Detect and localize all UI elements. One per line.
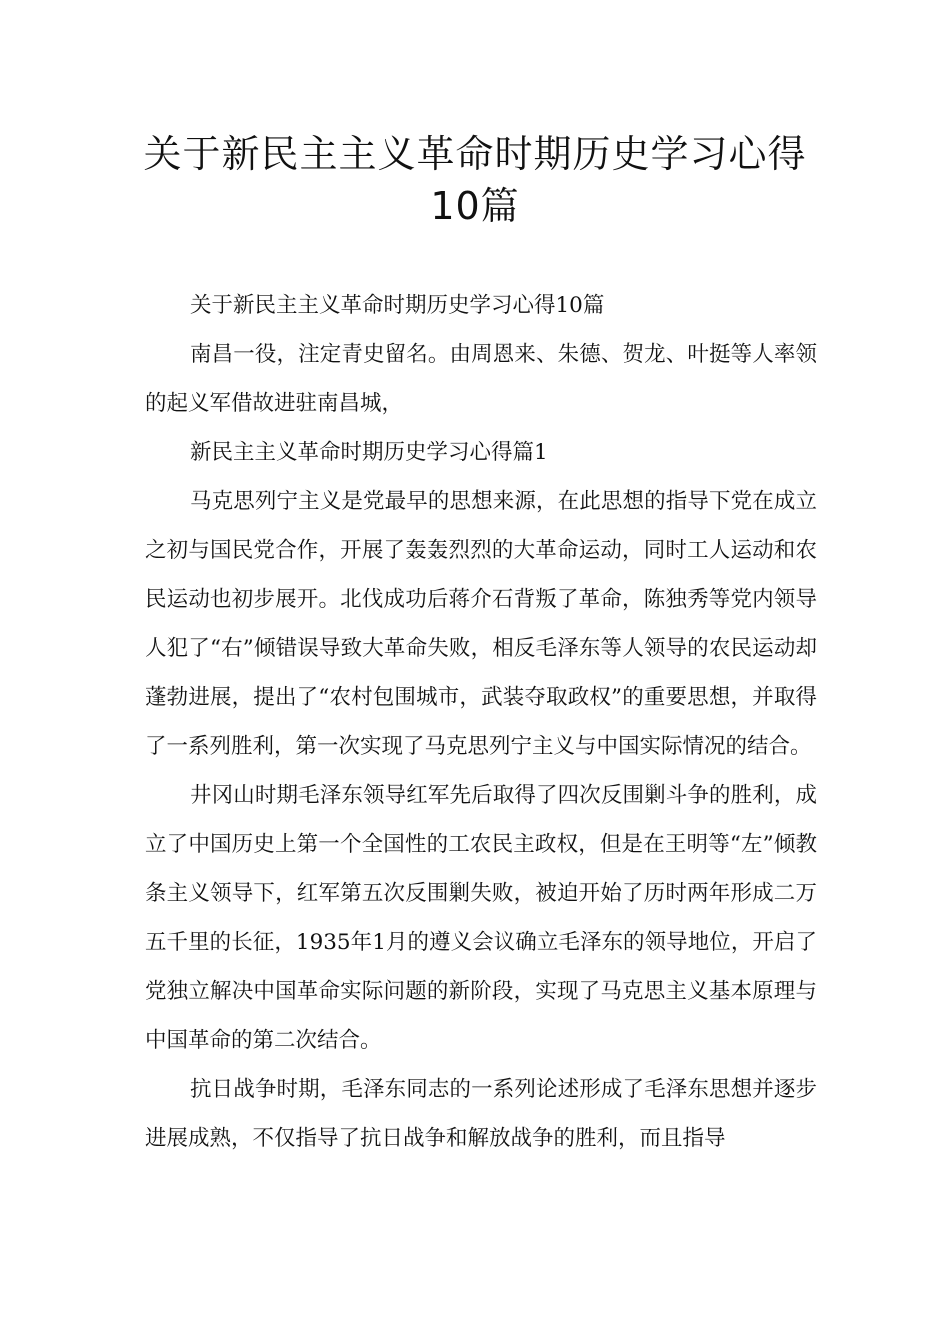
document-title-line-1: 关于新民主主义革命时期历史学习心得 — [143, 132, 807, 176]
paragraph-body: 井冈山时期毛泽东领导红军先后取得了四次反围剿斗争的胜利，成立了中国历史上第一个全国性的工农民主政权，但是在王明等“左”倾教条主义领导下，红军第五次反围剿失败，被迫开始了历时两年形成二万五千里的长征，1935年1月的遵义会议确立毛泽东的领导地位，开启了党独立解决中国革命实际问题的新阶段，实现了马克思主义基本原理与中国革命的第二次结合。 — [145, 783, 817, 1053]
document-body — [145, 281, 817, 1163]
paragraph-body: 马克思列宁主义是党最早的思想来源，在此思想的指导下党在成立之初与国民党合作，开展了轰轰烈烈的大革命运动，同时工人运动和农民运动也初步展开。北伐成功后蒋介石背叛了革命，陈独秀等党内领导人犯了“右”倾错误导致大革命失败，相反毛泽东等人领导的农民运动却蓬勃进展，提出了“农村包围城市，武装夺取政权”的重要思想，并取得了一系列胜利，第一次实现了马克思列宁主义与中国实际情况的结合。 — [145, 489, 817, 759]
paragraph-intro: 南昌一役，注定青史留名。由周恩来、朱德、贺龙、叶挺等人率领的起义军借故进驻南昌城， — [145, 342, 817, 416]
paragraph-body: 抗日战争时期，毛泽东同志的一系列论述形成了毛泽东思想并逐步进展成熟，不仅指导了抗日战争和解放战争的胜利，而且指导 — [145, 1077, 817, 1151]
document-title — [60, 128, 890, 232]
document-title-line-2: 10篇 — [430, 184, 520, 228]
paragraph-subtitle: 关于新民主主义革命时期历史学习心得10篇 — [190, 293, 605, 318]
paragraph-section-heading: 新民主主义革命时期历史学习心得篇1 — [190, 440, 548, 465]
